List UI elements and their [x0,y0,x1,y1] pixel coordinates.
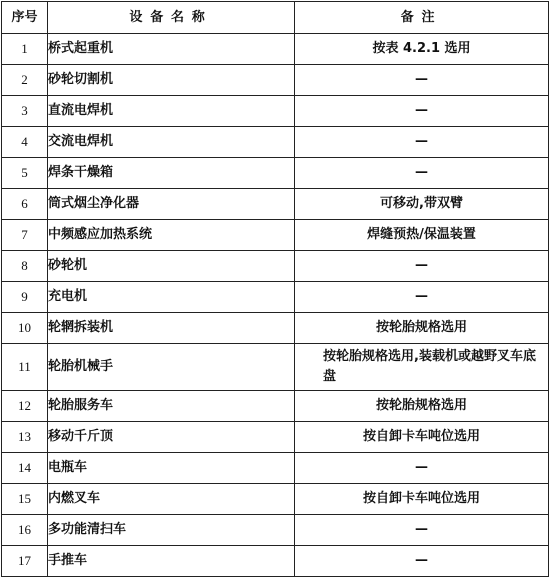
row-remark: 焊缝预热/保温装置 [295,220,549,251]
table-row [2,189,549,220]
row-remark: 按轮胎规格选用 [295,391,549,422]
table-row [2,127,549,158]
table-row [2,220,549,251]
row-serial-number: 5 [2,158,48,189]
row-remark: — [295,251,549,282]
row-serial-number: 3 [2,96,48,127]
row-remark: — [295,158,549,189]
row-serial-number: 11 [2,344,48,391]
row-serial-number: 9 [2,282,48,313]
row-equipment-name: 轮辋拆装机 [48,313,295,344]
table-header-row [2,2,549,34]
row-remark: 可移动,带双臂 [295,189,549,220]
row-serial-number: 12 [2,391,48,422]
row-serial-number: 16 [2,515,48,546]
row-equipment-name: 移动千斤顶 [48,422,295,453]
table-row [2,158,549,189]
row-serial-number: 14 [2,453,48,484]
row-equipment-name: 充电机 [48,282,295,313]
row-remark: 按自卸卡车吨位选用 [295,484,549,515]
row-equipment-name: 轮胎服务车 [48,391,295,422]
header-remarks: 备注 [295,2,549,34]
table-row [2,344,549,391]
header-serial-number: 序号 [2,2,48,34]
row-remark: — [295,65,549,96]
row-remark: — [295,515,549,546]
row-serial-number: 17 [2,546,48,577]
row-serial-number: 6 [2,189,48,220]
row-serial-number: 15 [2,484,48,515]
row-equipment-name: 砂轮切割机 [48,65,295,96]
table-row [2,34,549,65]
row-equipment-name: 筒式烟尘净化器 [48,189,295,220]
row-equipment-name: 多功能清扫车 [48,515,295,546]
table-row [2,391,549,422]
row-serial-number: 7 [2,220,48,251]
row-equipment-name: 中频感应加热系统 [48,220,295,251]
row-equipment-name: 直流电焊机 [48,96,295,127]
row-equipment-name: 手推车 [48,546,295,577]
table-row [2,96,549,127]
table-row [2,65,549,96]
row-remark: 按表 4.2.1 选用 [295,34,549,65]
row-remark: — [295,282,549,313]
row-remark: 按轮胎规格选用 [295,313,549,344]
row-remark: 按自卸卡车吨位选用 [295,422,549,453]
row-remark: — [295,96,549,127]
row-serial-number: 2 [2,65,48,96]
row-remark: 按轮胎规格选用,装载机或越野叉车底盘 [295,344,549,391]
row-serial-number: 1 [2,34,48,65]
row-serial-number: 8 [2,251,48,282]
table-row [2,546,549,577]
table-row [2,282,549,313]
table-row [2,453,549,484]
row-serial-number: 13 [2,422,48,453]
row-equipment-name: 交流电焊机 [48,127,295,158]
table-row [2,422,549,453]
row-equipment-name: 内燃叉车 [48,484,295,515]
row-equipment-name: 桥式起重机 [48,34,295,65]
row-remark: — [295,127,549,158]
row-serial-number: 4 [2,127,48,158]
row-equipment-name: 砂轮机 [48,251,295,282]
table-row [2,251,549,282]
header-equipment-name: 设备名称 [48,2,295,34]
table-row [2,484,549,515]
row-equipment-name: 焊条干燥箱 [48,158,295,189]
row-remark: — [295,546,549,577]
row-serial-number: 10 [2,313,48,344]
row-remark: — [295,453,549,484]
row-equipment-name: 电瓶车 [48,453,295,484]
table-row [2,515,549,546]
row-equipment-name: 轮胎机械手 [48,344,295,391]
equipment-table [1,1,549,577]
table-row [2,313,549,344]
